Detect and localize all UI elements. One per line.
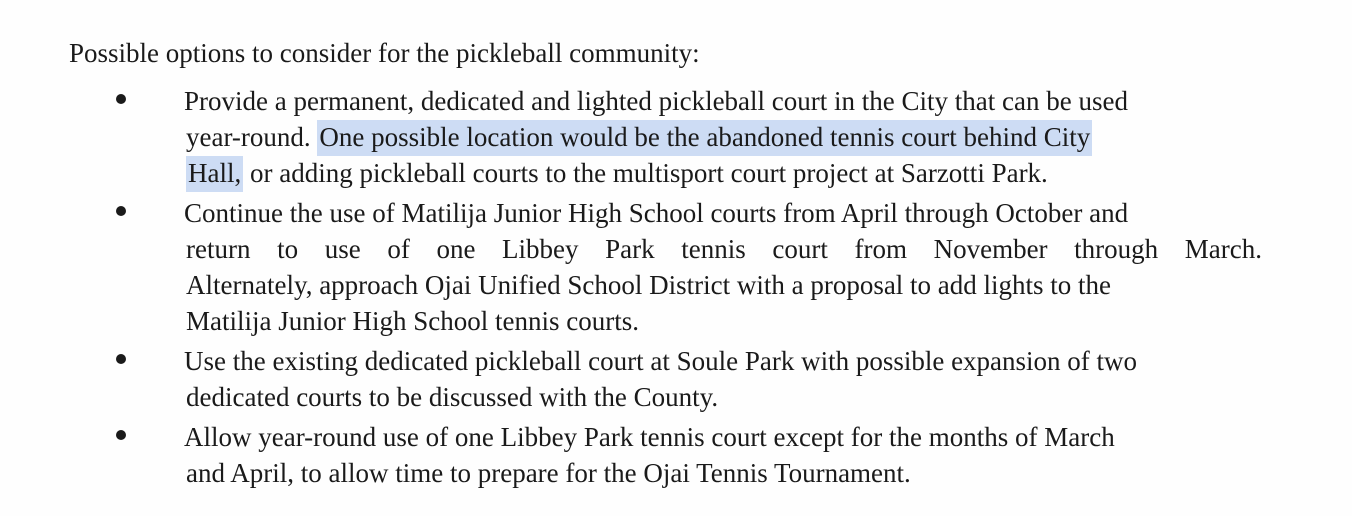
option-line[interactable]: Allow year-round use of one Libbey Park tennis court except for the months of March — [184, 422, 1115, 452]
option-text[interactable]: or adding pickleball courts to the multisport court project at Sarzotti Park. — [243, 158, 1048, 188]
highlighted-selection[interactable]: One possible location would be the abandoned tennis court behind City — [317, 120, 1092, 156]
option-line[interactable]: Continue the use of Matilija Junior High School courts from April through October and — [184, 198, 1129, 228]
option-line[interactable]: Provide a permanent, dedicated and lighted pickleball court in the City that can be used — [184, 86, 1128, 116]
option-permanent-court — [0, 83, 1352, 191]
option-line[interactable] — [186, 119, 1352, 155]
option-line[interactable] — [186, 155, 1352, 191]
options-list — [0, 83, 1352, 495]
option-line[interactable]: Matilija Junior High School tennis courts. — [186, 306, 639, 336]
option-line[interactable]: Use the existing dedicated pickleball court at Soule Park with possible expansion of two — [184, 346, 1138, 376]
option-line[interactable]: dedicated courts to be discussed with the County. — [186, 382, 719, 412]
highlighted-selection[interactable]: Hall, — [186, 156, 243, 192]
bullet-icon — [116, 94, 126, 104]
option-matilija-courts — [0, 195, 1352, 339]
bullet-icon — [116, 354, 126, 364]
bullet-icon — [116, 430, 126, 440]
option-libbey-park — [0, 419, 1352, 491]
option-soule-park — [0, 343, 1352, 415]
bullet-icon — [116, 206, 126, 216]
option-line[interactable]: return to use of one Libbey Park tennis court from November through March. — [186, 234, 1262, 264]
option-text[interactable]: year-round. — [186, 122, 318, 152]
option-line[interactable]: Alternately, approach Ojai Unified School District with a proposal to add lights to the — [186, 270, 1112, 300]
intro-text: Possible options to consider for the pickleball community: — [69, 38, 700, 68]
option-line[interactable]: and April, to allow time to prepare for the Ojai Tennis Tournament. — [186, 458, 911, 488]
